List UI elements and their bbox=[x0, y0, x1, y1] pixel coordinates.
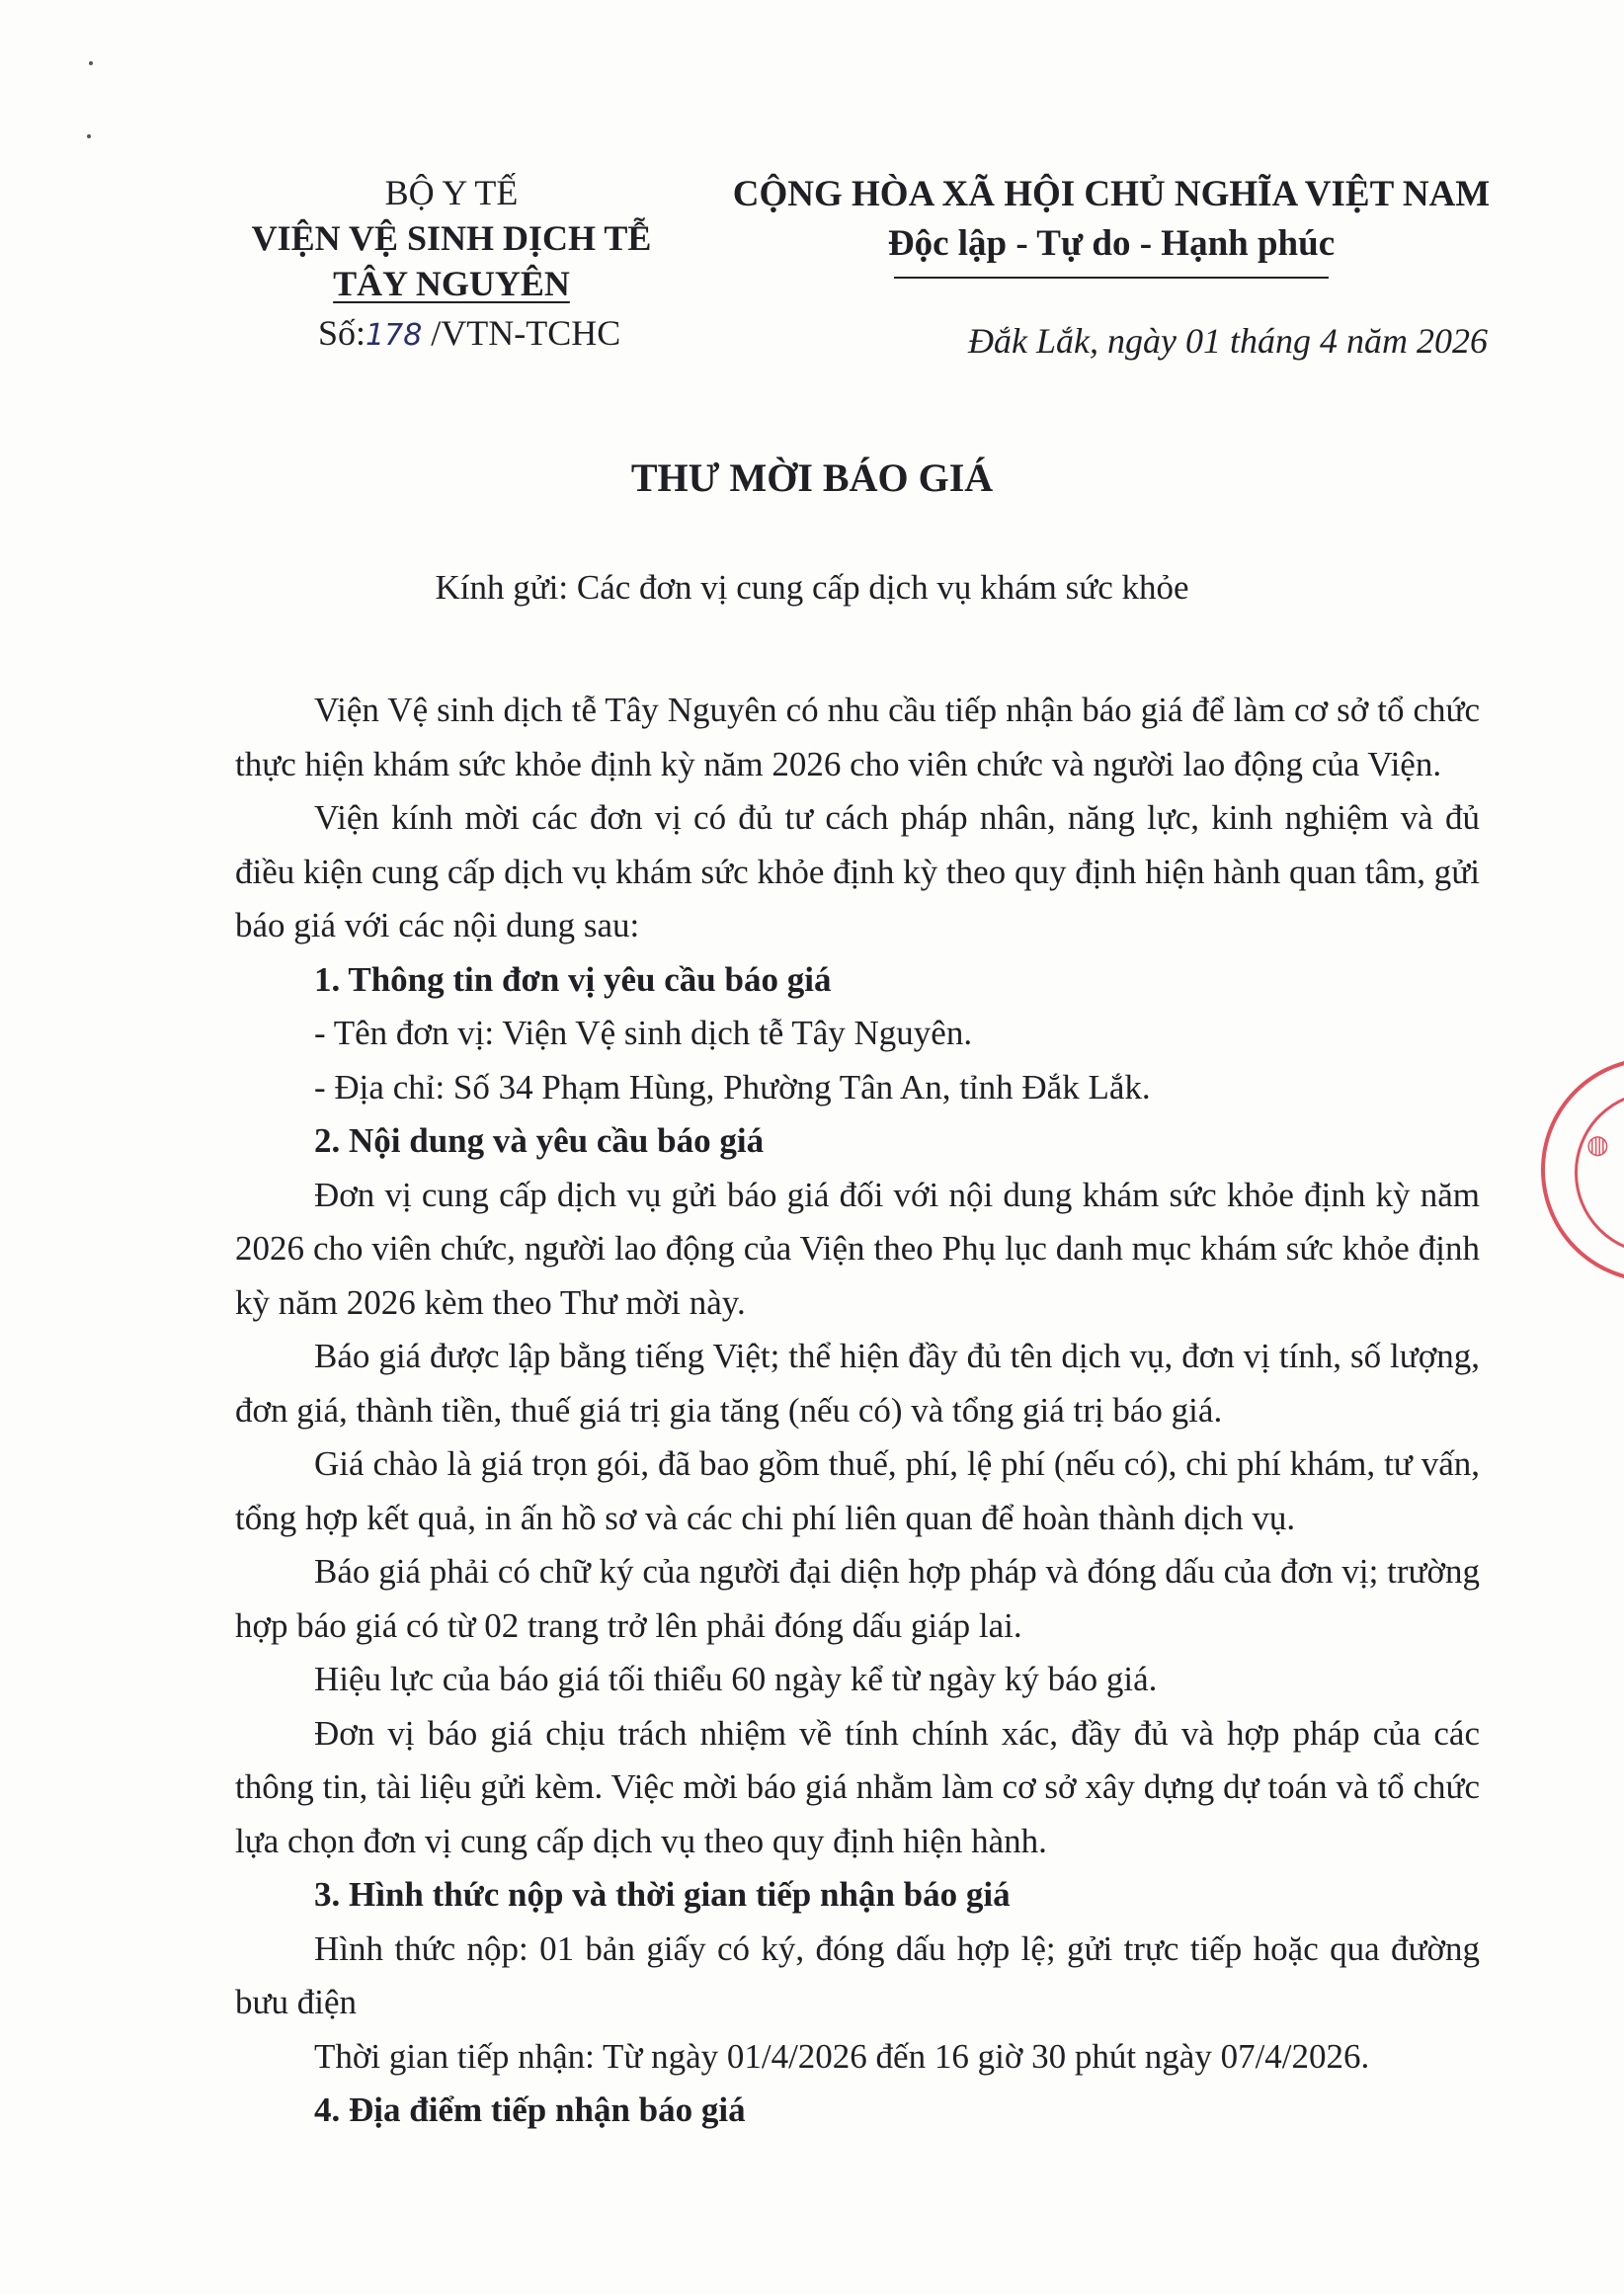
red-seal-stamp bbox=[1541, 1057, 1624, 1282]
section-1-unit-name: - Tên đơn vị: Viện Vệ sinh dịch tễ Tây Nguyên. bbox=[314, 1014, 973, 1052]
institute-name-line1: VIỆN VỆ SINH DỊCH TỄ bbox=[251, 218, 652, 258]
scan-speck bbox=[87, 134, 91, 138]
issuer-block bbox=[219, 170, 684, 306]
institute-name-text: TÂY NGUYÊN bbox=[333, 264, 570, 303]
section-1-unit-address: - Địa chỉ: Số 34 Phạm Hùng, Phường Tân An, tỉnh Đắk Lắk. bbox=[314, 1067, 1151, 1106]
section-2-paragraph: Giá chào là giá trọn gói, đã bao gồm thuế, phí, lệ phí (nếu có), chi phí khám, tư vấn, tổng hợp kết quả, in ấn hồ sơ và các chi phí liên quan để hoàn thành dịch vụ. bbox=[235, 1444, 1480, 1537]
section-2-paragraph: Đơn vị cung cấp dịch vụ gửi báo giá đối với nội dung khám sức khỏe định kỳ năm 2026 cho viên chức, người lao động của Viện theo Phụ lục danh mục khám sức khỏe định kỳ năm 2026 kèm theo Thư mời này. bbox=[235, 1175, 1480, 1322]
seal-inner-ring bbox=[1575, 1091, 1624, 1255]
seal-mark: ◍ bbox=[1586, 1130, 1609, 1160]
section-3-method: Hình thức nộp: 01 bản giấy có ký, đóng dấu hợp lệ; gửi trực tiếp hoặc qua đường bưu điện bbox=[235, 1928, 1480, 2021]
document-body bbox=[235, 684, 1480, 2138]
section-3-heading: 3. Hình thức nộp và thời gian tiếp nhận báo giá bbox=[314, 1875, 1011, 1914]
section-1-heading: 1. Thông tin đơn vị yêu cầu báo giá bbox=[314, 959, 832, 999]
nation-name: CỘNG HÒA XÃ HỘI CHỦ NGHĨA VIỆT NAM bbox=[732, 174, 1491, 214]
section-4-heading: 4. Địa điểm tiếp nhận báo giá bbox=[314, 2090, 746, 2129]
section-2-paragraph: Báo giá phải có chữ ký của người đại diện hợp pháp và đóng dấu của đơn vị; trường hợp báo giá có từ 02 trang trở lên phải đóng dấu giáp lai. bbox=[235, 1552, 1480, 1645]
national-header bbox=[726, 170, 1497, 279]
number-prefix: Số: bbox=[318, 313, 366, 353]
number-handwritten: 178 bbox=[365, 318, 423, 353]
number-suffix: /VTN-TCHC bbox=[431, 313, 621, 353]
scan-speck bbox=[89, 61, 93, 65]
section-2-paragraph: Đơn vị báo giá chịu trách nhiệm về tính chính xác, đầy đủ và hợp pháp của các thông tin, tài liệu gửi kèm. Việc mời báo giá nhằm làm cơ sở xây dựng dự toán và tổ chức lựa chọn đơn vị cung cấp dịch vụ theo quy định hiện hành. bbox=[235, 1713, 1480, 1860]
intro-paragraph: Viện Vệ sinh dịch tễ Tây Nguyên có nhu cầu tiếp nhận báo giá để làm cơ sở tổ chức thực hiện khám sức khỏe định kỳ năm 2026 cho viên chức và người lao động của Viện. bbox=[235, 691, 1480, 783]
document-title: THƯ MỜI BÁO GIÁ bbox=[630, 455, 994, 500]
greeting: Kính gửi: Các đơn vị cung cấp dịch vụ khám sức khỏe bbox=[435, 568, 1189, 607]
section-2-paragraph: Báo giá được lập bằng tiếng Việt; thể hiện đầy đủ tên dịch vụ, đơn vị tính, số lượng, đơn giá, thành tiền, thuế giá trị gia tăng (nếu có) và tổng giá trị báo giá. bbox=[235, 1337, 1480, 1430]
national-motto: Độc lập - Tự do - Hạnh phúc bbox=[887, 223, 1336, 264]
section-3-time: Thời gian tiếp nhận: Từ ngày 01/4/2026 đến 16 giờ 30 phút ngày 07/4/2026. bbox=[314, 2036, 1370, 2076]
section-2-paragraph: Hiệu lực của báo giá tối thiểu 60 ngày kể từ ngày ký báo giá. bbox=[314, 1660, 1158, 1698]
institute-name-line2 bbox=[219, 261, 684, 306]
section-2-heading: 2. Nội dung và yêu cầu báo giá bbox=[314, 1121, 765, 1160]
ministry-name: BỘ Y TẾ bbox=[384, 173, 519, 212]
motto-underline bbox=[894, 277, 1329, 279]
issue-date: Đắk Lắk, ngày 01 tháng 4 năm 2026 bbox=[968, 321, 1488, 361]
document-number bbox=[318, 312, 620, 354]
intro-paragraph: Viện kính mời các đơn vị có đủ tư cách pháp nhân, năng lực, kinh nghiệm và đủ điều kiện cung cấp dịch vụ khám sức khỏe định kỳ theo quy định hiện hành quan tâm, gửi báo giá với các nội dung sau: bbox=[235, 798, 1480, 944]
